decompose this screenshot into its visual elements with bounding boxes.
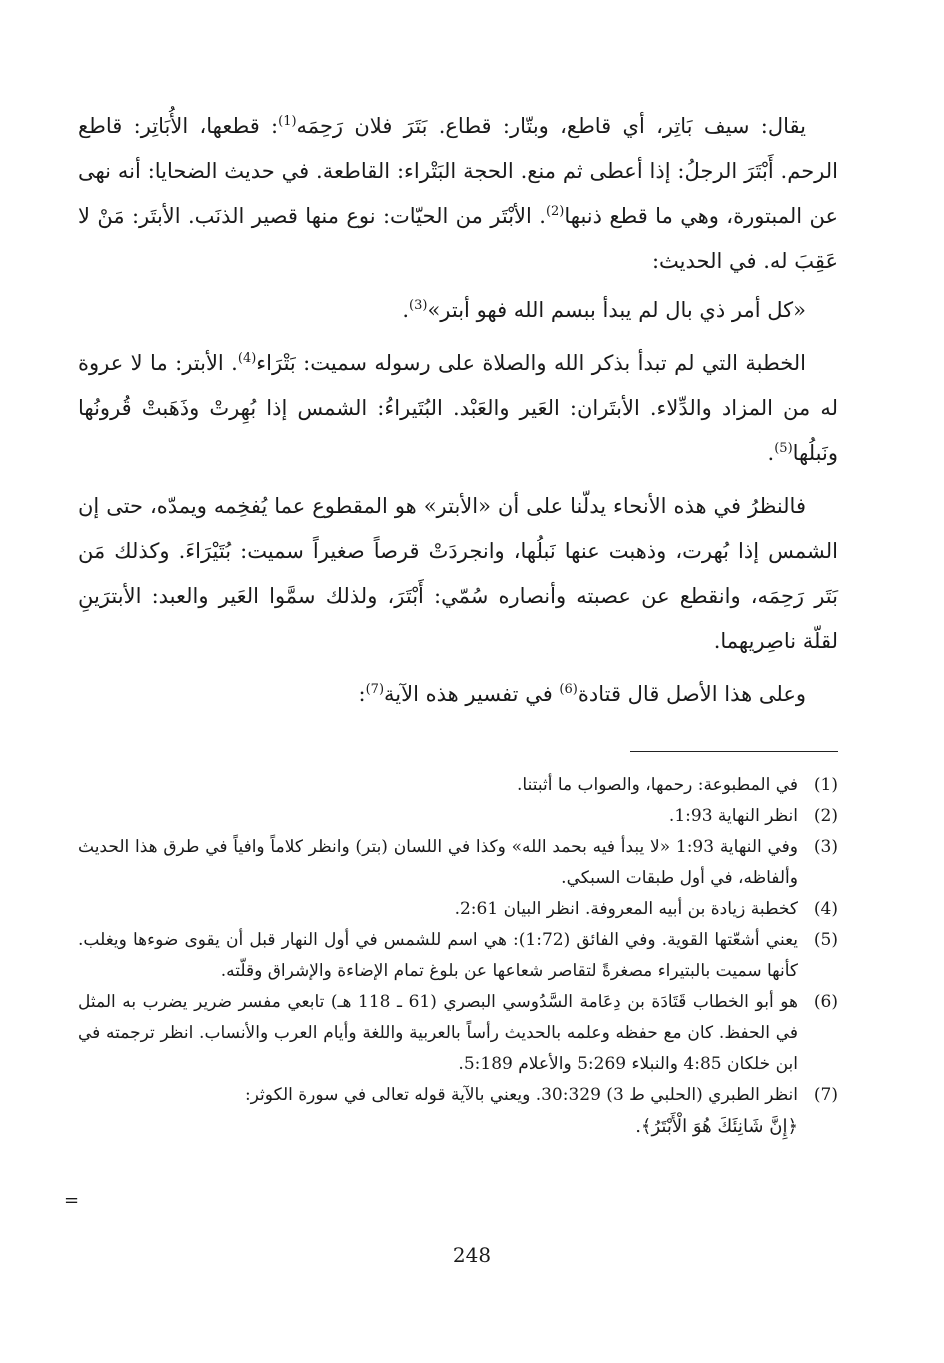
footnote-number: (3): [813, 837, 838, 857]
footnote-5: [78, 925, 838, 987]
paragraph-4: [78, 672, 838, 717]
footnote-number: (2): [813, 806, 838, 826]
footnote-text: [78, 1080, 798, 1143]
footnote-text: انظر النهاية 1:93.: [668, 806, 798, 826]
page-number: 248: [452, 1243, 492, 1267]
footnote-number: (6): [813, 992, 838, 1012]
footnote-6: [78, 987, 838, 1080]
footnote-1: [78, 770, 838, 801]
footnote-2: [78, 801, 838, 832]
footnote-ref-7[interactable]: (7): [365, 682, 385, 697]
footnote-text: كخطبة زيادة بن أبيه المعروفة. انظر البيان 2:61.: [454, 899, 798, 919]
footnote-4: [78, 894, 838, 925]
footnote-3: [78, 832, 838, 894]
footnote-ref-5[interactable]: (5): [774, 441, 793, 456]
footnote-ref-3[interactable]: (3): [409, 298, 428, 313]
quran-verse: ﴿إِنَّ شَانِئَكَ هُوَ الْأَبْتَرُ﴾.: [635, 1116, 798, 1137]
paragraph-3: فالنظرُ في هذه الأنحاء يدلّنا على أن «الأبتر» هو المقطوع عما يُفخِمه ويمدّه، حتى إن الشمس إذا بُهرت، وذهبت عنها نَبلُها، وانجردَتْ قرصاً صغيراً سميت: بُتَيْرَاءَ. وكذلك مَن بَتَر رَحِمَه، وانقطع عن عصبته وأنصاره سُمّي: أَبْتَرَ، ولذلك سمَّوا العَير والعبد: الأبترَينِ لقلّة ناصِريهما.: [78, 494, 838, 653]
footnote-number: (7): [813, 1085, 838, 1105]
footnote-ref-4[interactable]: (4): [237, 351, 257, 366]
footnote-7-text: انظر الطبري (الحلبي ط 3) 30:329. ويعني بالآية قوله تعالى في سورة الكوثر:: [244, 1085, 798, 1105]
paragraph-2-text: الخطبة التي لم تبدأ بذكر الله والصلاة على رسوله سميت: بَتْرَاء: [256, 351, 806, 375]
footnote-number: (1): [813, 775, 838, 795]
footnote-text: في المطبوعة: رحمها، والصواب ما أثبتنا.: [516, 775, 798, 795]
footnote-text: وفي النهاية 1:93 «لا يبدأ فيه بحمد الله» وكذا في اللسان (بتر) وانظر كلاماً وافياً في طرق هذا الحديث وألفاظه، في أول طبقات السبكي.: [78, 837, 798, 888]
paragraph-2: [78, 341, 838, 476]
footnote-ref-1[interactable]: (1): [278, 114, 297, 129]
footnote-number: (5): [813, 930, 838, 950]
paragraph-1: [78, 104, 838, 284]
footnote-text: يعني أشعّتها القوية. وفي الفائق (1:72): هي اسم للشمس في أول النهار قبل أن يقوى ضوءها ويغلب. كأنها سميت بالبتيراء مصغرةً لتقاصر شعاعها عن بلوغ تمام الإضاءة والإشراق وقلّته.: [78, 930, 799, 981]
footnote-7: [78, 1080, 838, 1143]
paragraph-1-text-b: : قطعها، الأُبَاتِر: قاطع الرحم. أَبْتَرَ الرجلُ: إذا أعطى ثم منع. الحجة البَتْراء: القاطعة. في حديث الضحايا: أنه نهى عن المبتورة، وهي ما قطع ذنبها: [78, 114, 838, 228]
paragraph-2-text-b: . الأبتر: ما لا عروة له من المزاد والدِّلاء. الأبتَران: العَير والعَبْد. البُتَيراءُ: الشمس إذا بُهِرتْ وذَهَبتْ قُرونُها ونَبلُها: [78, 351, 838, 465]
page-body: [78, 104, 838, 1143]
hadith-quote: [78, 288, 838, 333]
paragraph-4-text-b: في تفسير هذه الآية: [384, 682, 560, 706]
footnote-ref-6[interactable]: (6): [559, 682, 578, 697]
footnote-number: (4): [813, 899, 838, 919]
paragraph-2-end: .: [767, 441, 775, 465]
paragraph-1-text-c: . الأبْتَر من الحيّات: نوع منها قصير الذنَب. الأبتَر: مَنْ لا عَقِبَ له. في الحديث:: [78, 204, 838, 273]
footnote-separator: [630, 751, 838, 752]
paragraph-1-text: يقال: سيف بَاتِر، أي قاطع، وبتّار: قطاع. بَتَرَ فلان رَحِمَه: [296, 114, 806, 138]
footnote-ref-2[interactable]: (2): [545, 204, 565, 219]
margin-mark: =: [64, 1190, 80, 1211]
hadith-quote-text: «كل أمر ذي بال لم يبدأ ببسم الله فهو أبتر»: [427, 298, 806, 322]
footnote-text: هو أبو الخطاب قَتَادَة بن دِعَامة السَّدُوسي البصري (61 ـ 118 هـ) تابعي مفسر ضرير يضرب به المثل في الحفظ. كان مع حفظه وعلمه بالحديث رأساً بالعربية واللغة وأيام العرب والأنساب. انظر ترجمته في ابن خلكان 4:85 والنبلاء 5:269 والأعلام 5:189.: [78, 992, 798, 1074]
paragraph-4-text: وعلى هذا الأصل قال قتادة: [577, 682, 806, 706]
paragraph-4-end: :: [358, 682, 366, 706]
hadith-quote-end: .: [402, 298, 409, 322]
